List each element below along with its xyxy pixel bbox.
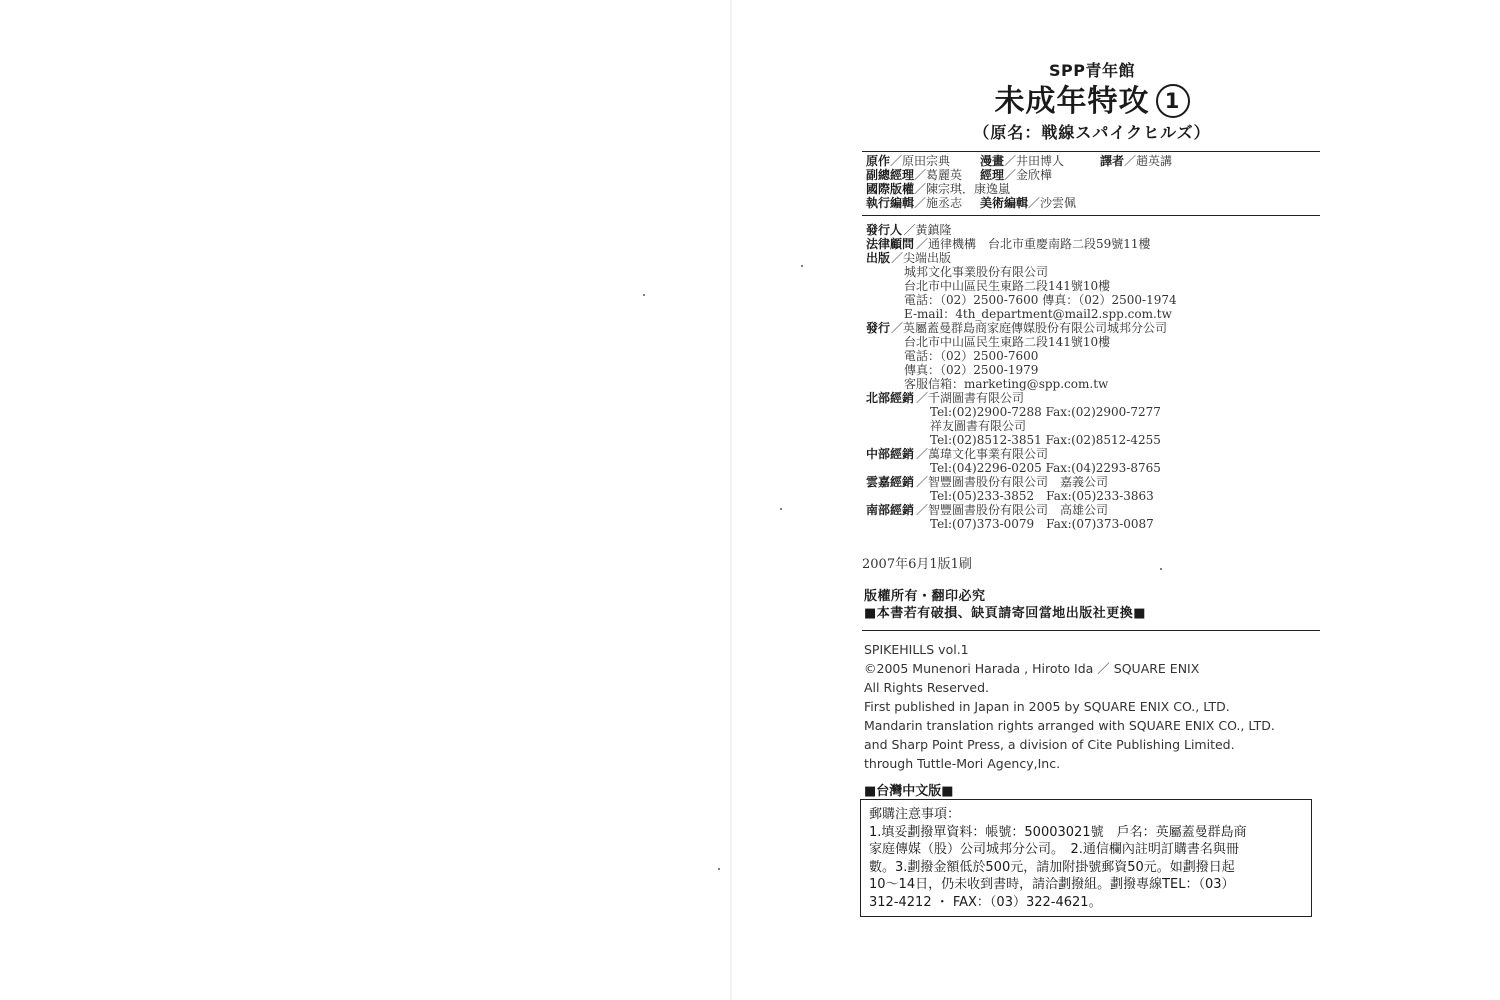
divider	[862, 215, 1320, 216]
separator: ／	[916, 391, 929, 405]
notice-heading: 郵購注意事項：	[869, 807, 961, 822]
credit-label: 美術編輯	[980, 196, 1029, 210]
publisher-line	[866, 447, 1320, 461]
credit-row: 原作／原田宗典 漫畫／井田博人 譯者／趙英講	[866, 154, 1173, 168]
credit-label: 漫畫	[980, 154, 1005, 168]
separator: ／	[891, 321, 904, 335]
publisher-line	[866, 251, 1320, 265]
copyright-line: through Tuttle-Mori Agency,Inc.	[864, 756, 1061, 771]
publisher-value: 台北市中山區民生東路二段141號10樓	[904, 279, 1111, 293]
publisher-value: Tel:(02)2900-7288 Fax:(02)2900-7277	[930, 405, 1161, 419]
publisher-line	[866, 237, 1320, 251]
taiwan-edition-label: ■台灣中文版■	[864, 784, 954, 799]
scan-speck	[718, 868, 720, 870]
publisher-line	[866, 223, 1320, 237]
original-title: （原名：戦線スパイクヒルズ）	[973, 123, 1211, 142]
book-title	[862, 76, 1322, 120]
scan-speck	[801, 265, 803, 267]
publisher-value: Tel:(02)8512-3851 Fax:(02)8512-4255	[930, 433, 1161, 447]
publisher-line	[866, 461, 1320, 475]
divider	[862, 151, 1320, 152]
credit-row: 國際版權／陳宗琪．康逸嵐	[866, 182, 1011, 196]
credit-label: 譯者	[1100, 154, 1125, 168]
publisher-value: 城邦文化事業股份有限公司	[904, 265, 1049, 279]
publisher-value: 英屬蓋曼群島商家庭傳媒股份有限公司城邦分公司	[903, 321, 1168, 335]
notice-line: 數。3.劃撥金額低於500元，請加附掛號郵資50元。如劃撥日起	[869, 859, 1235, 875]
publisher-value: 通律機構 台北市重慶南路二段59號11樓	[928, 237, 1151, 251]
publisher-line	[866, 405, 1320, 419]
credit-value: 施丞志	[926, 196, 963, 210]
publisher-value: 智豐圖書股份有限公司 高雄公司	[928, 503, 1109, 517]
publisher-value: 祥友圖書有限公司	[930, 419, 1027, 433]
notice-line: 家庭傳媒（股）公司城邦分公司。 2.通信欄內註明訂購書名與冊	[869, 842, 1239, 857]
page-gutter	[730, 0, 732, 1000]
replacement-notice: ■本書若有破損、缺頁請寄回當地出版社更換■	[864, 606, 1147, 621]
publisher-line	[866, 321, 1320, 335]
publisher-line	[866, 363, 1320, 377]
separator: ／	[916, 447, 929, 461]
copyright-line: First published in Japan in 2005 by SQUARE ENIX CO., LTD.	[864, 699, 1230, 714]
credit-row: 執行編輯／施丞志 美術編輯／沙雲佩	[866, 196, 1077, 210]
separator: ／	[903, 223, 916, 237]
publisher-value: 萬瑋文化事業有限公司	[928, 447, 1049, 461]
publisher-line	[866, 307, 1320, 321]
publisher-value: E-mail：4th_department@mail2.spp.com.tw	[904, 307, 1172, 321]
copyright-line: ©2005 Munenori Harada , Hiroto Ida ／ SQUARE ENIX	[864, 661, 1200, 676]
publisher-line	[866, 475, 1320, 489]
publisher-label: 南部經銷	[866, 503, 915, 517]
publisher-line	[866, 503, 1320, 517]
publisher-value: Tel:(04)2296-0205 Fax:(04)2293-8765	[930, 461, 1161, 475]
notice-line: 10～14日，仍未收到書時，請洽劃撥組。劃撥專線TEL：（03）	[869, 877, 1235, 892]
publisher-label: 法律顧問	[866, 237, 915, 251]
publisher-label: 中部經銷	[866, 447, 915, 461]
publisher-value: 智豐圖書股份有限公司 嘉義公司	[928, 475, 1109, 489]
separator: ／	[916, 503, 929, 517]
credit-value: 葛麗英	[926, 168, 963, 182]
credit-label: 執行編輯	[866, 196, 915, 210]
publisher-line	[866, 265, 1320, 279]
credits-block	[866, 153, 1316, 209]
publisher-value: 客服信箱：marketing@spp.com.tw	[904, 377, 1109, 391]
publisher-label: 北部經銷	[866, 391, 915, 405]
credit-label: 國際版權	[866, 182, 915, 196]
title-text: 未成年特攻	[994, 84, 1150, 119]
publisher-line	[866, 517, 1320, 531]
publisher-line	[866, 335, 1320, 349]
publisher-label: 出版	[866, 251, 891, 265]
credit-row: 副總經理／葛麗英 經理／金欣樺	[866, 168, 1053, 182]
publisher-value: 黃鎮隆	[915, 223, 952, 237]
publisher-value: 傳真：（02）2500-1979	[904, 363, 1039, 377]
credit-label: 經理	[980, 168, 1005, 182]
credit-value: 原田宗典	[902, 154, 951, 168]
copyright-line: Mandarin translation rights arranged with SQUARE ENIX CO., LTD.	[864, 718, 1275, 733]
scan-speck	[643, 294, 645, 296]
separator: ／	[916, 475, 929, 489]
credit-value: 陳宗琪．康逸嵐	[926, 182, 1011, 196]
volume-mark: 1	[1156, 84, 1190, 118]
publisher-line	[866, 293, 1320, 307]
separator: ／	[916, 237, 929, 251]
series-name: SPP青年館	[1049, 61, 1135, 80]
credit-label: 原作	[866, 154, 891, 168]
credit-value: 金欣樺	[1016, 168, 1053, 182]
separator: ／	[891, 251, 904, 265]
credit-value: 趙英講	[1136, 154, 1173, 168]
publisher-label: 發行人	[866, 223, 903, 237]
credit-value: 沙雲佩	[1040, 196, 1077, 210]
colophon-column	[862, 0, 1322, 1000]
publisher-value: 千湖圖書有限公司	[928, 391, 1025, 405]
copyright-line: All Rights Reserved.	[864, 680, 990, 695]
english-copyright	[864, 640, 1324, 773]
notice-line: 1.填妥劃撥單資料：帳號：50003021號 戶名：英屬蓋曼群島商	[869, 824, 1247, 840]
copyright-line: and Sharp Point Press, a division of Cite Publishing Limited.	[864, 737, 1235, 752]
publisher-line	[866, 377, 1320, 391]
publisher-label: 雲嘉經銷	[866, 475, 915, 489]
publisher-value: 尖端出版	[903, 251, 952, 265]
credit-label: 副總經理	[866, 168, 915, 182]
publisher-line	[866, 279, 1320, 293]
publisher-value: 電話：（02）2500-7600	[904, 349, 1039, 363]
publisher-line	[866, 349, 1320, 363]
publisher-value: Tel:(07)373-0079 Fax:(07)373-0087	[930, 517, 1154, 531]
rights-notice: 版權所有・翻印必究	[864, 589, 986, 604]
divider	[862, 630, 1320, 631]
publisher-block	[866, 223, 1320, 531]
publisher-value: 電話：（02）2500-7600 傳真：（02）2500-1974	[904, 293, 1177, 307]
publisher-value: Tel:(05)233-3852 Fax:(05)233-3863	[930, 489, 1154, 503]
scan-speck	[780, 508, 782, 510]
edition-date: 2007年6月1版1刷	[862, 557, 972, 572]
credit-value: 井田博人	[1016, 154, 1065, 168]
publisher-line	[866, 433, 1320, 447]
notice-line: 312-4212 ・ FAX：（03）322-4621。	[869, 894, 1102, 910]
publisher-line	[866, 391, 1320, 405]
publisher-line	[866, 419, 1320, 433]
copyright-line: SPIKEHILLS vol.1	[864, 642, 969, 657]
publisher-value: 台北市中山區民生東路二段141號10樓	[904, 335, 1111, 349]
publisher-line	[866, 489, 1320, 503]
publisher-label: 發行	[866, 321, 891, 335]
mail-order-notice	[860, 799, 1312, 917]
